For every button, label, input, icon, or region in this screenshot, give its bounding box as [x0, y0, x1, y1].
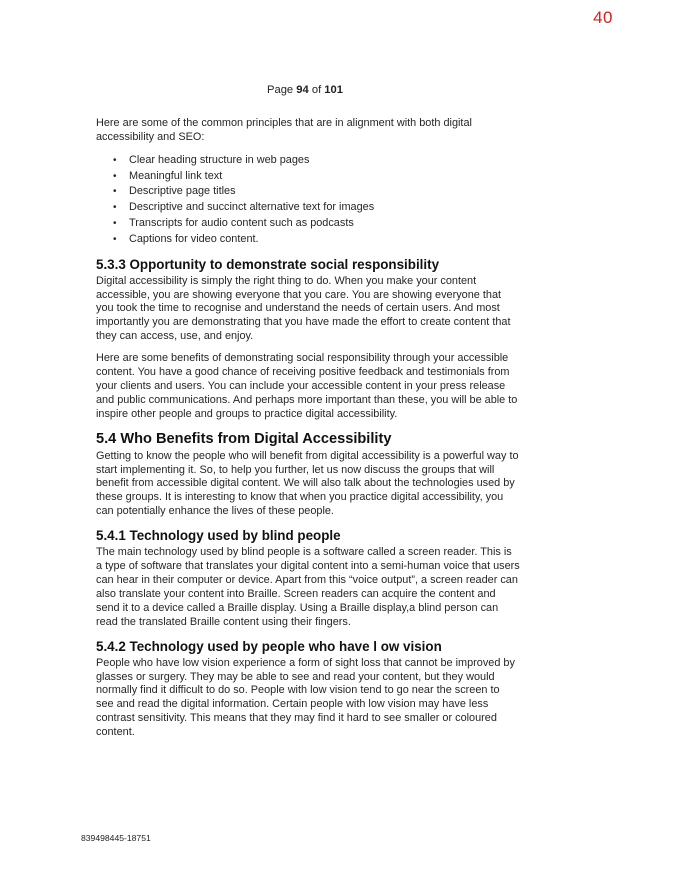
list-item-text: Transcripts for audio content such as podcasts: [129, 217, 354, 229]
list-item: [96, 153, 520, 169]
list-item: [96, 200, 520, 216]
bullet-icon: •: [113, 233, 117, 245]
heading-5-3-3: 5.3.3 Opportunity to demonstrate social responsibility: [96, 256, 440, 272]
list-item: [96, 169, 520, 185]
footer-document-id: 839498445-18751: [81, 833, 151, 843]
list-item-text: Captions for video content.: [129, 232, 259, 245]
page-ref-total: 101: [324, 84, 343, 96]
paragraph-5-4: Getting to know the people who will benefit from digital accessibility is a powerful way to start implementing it. So, to help you further, let us now discuss the groups that will benefit from accessible digital content. We will also talk about the technologies used by these groups. It is interesting to know that when you practice digital accessibility, you can potentially enhance the lives of these people.: [96, 449, 519, 518]
list-item-text: Clear heading structure in web pages: [129, 153, 310, 166]
page-ref-current: 94: [296, 84, 309, 96]
page-ref-prefix: Page: [267, 84, 297, 96]
heading-5-4-1: 5.4.1 Technology used by blind people: [96, 528, 341, 544]
intro-paragraph: Here are some of the common principles that are in alignment with both digital accessibility and SEO:: [96, 117, 472, 143]
bullet-icon: •: [113, 170, 117, 182]
paragraph-5-4-1: The main technology used by blind people is a software called a screen reader. This is a type of software that translates your digital content into a semi-human voice that users can hear in their computer or device. Apart from this “voice output”, a screen reader can also translate your content into Braille. Screen readers can acquire the content and send it to a device called a Braille display. Using a Braille display,a blind person can read the translated Braille content using their fingers.: [96, 546, 520, 628]
list-item: [96, 232, 520, 248]
list-item-text: Descriptive and succinct alternative text for images: [129, 201, 375, 214]
list-item: [96, 184, 520, 200]
heading-5-4: 5.4 Who Benefits from Digital Accessibility: [96, 430, 392, 447]
page-reference: [0, 84, 610, 96]
paragraph-5-3-3-b: Here are some benefits of demonstrating social responsibility through your accessible content. You have a good chance of receiving positive feedback and testimonials from your clients and users. You can include your accessible content in your press release and public communications. And perhaps more important than these, you will be able to inspire other people and groups to practice digital accessibility.: [96, 352, 518, 420]
paragraph-5-4-2: People who have low vision experience a form of sight loss that cannot be improved by glasses or surgery. They may be able to see and read your content, but they would normally find it difficult to do so. People with low vision tend to go near the screen to see and read the digital information. Certain people with low vision may have less contrast sensitivity. This means that they may find it hard to see smaller or coloured content.: [96, 656, 515, 739]
list-item-text: Meaningful link text: [129, 169, 223, 182]
page-number: 40: [593, 8, 613, 27]
bullet-icon: •: [113, 154, 117, 166]
paragraph-5-3-3-a: Digital accessibility is simply the right thing to do. When you make your content accessible, you are showing everyone that you care. You are showing everyone that you took the time to recognise and understand the needs of certain users. And most importantly you are demonstrating that you have made the effort to create content that they can access, use, and enjoy.: [96, 274, 511, 343]
list-item: [96, 216, 520, 232]
heading-5-4-2: 5.4.2 Technology used by people who have l ow vision: [96, 638, 442, 654]
principles-list: [96, 153, 520, 248]
bullet-icon: •: [113, 186, 117, 198]
bullet-icon: •: [113, 218, 117, 229]
list-item-text: Descriptive page titles: [129, 185, 236, 198]
page-ref-sep: of: [308, 84, 325, 96]
document-body: [96, 117, 520, 748]
bullet-icon: •: [113, 202, 117, 214]
